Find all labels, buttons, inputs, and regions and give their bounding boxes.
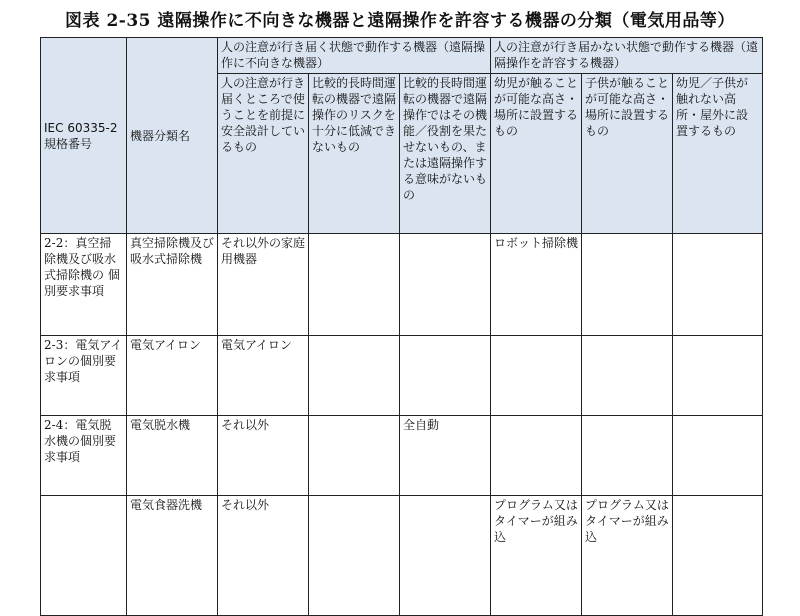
subheader-5: 子供が触ることが可能な高さ・場所に設置するもの — [582, 74, 673, 234]
iec-cell: 2-3：電気アイロンの個別要求事項 — [41, 336, 127, 416]
data-cell — [309, 234, 400, 336]
subheader-1: 人の注意が行き届くところで使うことを前提に安全設計しているもの — [218, 74, 309, 234]
data-cell — [582, 416, 673, 496]
data-cell — [491, 336, 582, 416]
data-cell: それ以外の家庭用機器 — [218, 234, 309, 336]
header-iec: IEC 60335-2 規格番号 — [41, 38, 127, 234]
data-cell: プログラム又はタイマーが組み込 — [582, 496, 673, 616]
category-cell: 電気脱水機 — [127, 416, 218, 496]
data-cell: 全自動 — [400, 416, 491, 496]
header-category: 機器分類名 — [127, 38, 218, 234]
data-cell — [309, 416, 400, 496]
subheader-2: 比較的長時間運転の機器で遠隔操作のリスクを十分に低減できないもの — [309, 74, 400, 234]
table-row — [41, 416, 763, 496]
data-cell: それ以外 — [218, 496, 309, 616]
data-cell — [582, 336, 673, 416]
iec-cell: 2-2：真空掃除機及び吸水式掃除機の 個別要求事項 — [41, 234, 127, 336]
header-group-allowed: 人の注意が行き届かない状態で動作する機器（遠隔操作を許容する機器） — [491, 38, 763, 74]
subheader-4: 幼児が触ることが可能な高さ・場所に設置するもの — [491, 74, 582, 234]
data-cell — [400, 336, 491, 416]
data-cell — [400, 234, 491, 336]
data-cell — [309, 336, 400, 416]
data-cell — [673, 234, 763, 336]
data-cell — [491, 416, 582, 496]
figure-title: 図表 2-35 遠隔操作に不向きな機器と遠隔操作を許容する機器の分類（電気用品等） — [65, 11, 735, 31]
data-cell: それ以外 — [218, 416, 309, 496]
table-row — [41, 234, 763, 336]
table-row — [41, 336, 763, 416]
subheader-3: 比較的長時間運転の機器で遠隔操作ではその機能／役割を果たせないもの、または遠隔操作する意味がないもの — [400, 74, 491, 234]
category-cell: 電気食器洗機 — [127, 496, 218, 616]
subheader-6: 幼児／子供が触れない高所・屋外に設置するもの — [673, 74, 763, 234]
classification-table — [40, 37, 763, 616]
data-cell — [582, 234, 673, 336]
header-group-unsuitable: 人の注意が行き届く状態で動作する機器（遠隔操作に不向きな機器） — [218, 38, 491, 74]
category-cell: 真空掃除機及び吸水式掃除機 — [127, 234, 218, 336]
iec-cell: 2-4：電気脱水機の個別要求事項 — [41, 416, 127, 496]
data-cell — [673, 416, 763, 496]
category-cell: 電気アイロン — [127, 336, 218, 416]
data-cell: プログラム又はタイマーが組み込 — [491, 496, 582, 616]
data-cell: ロボット掃除機 — [491, 234, 582, 336]
data-cell: 電気アイロン — [218, 336, 309, 416]
data-cell — [673, 336, 763, 416]
